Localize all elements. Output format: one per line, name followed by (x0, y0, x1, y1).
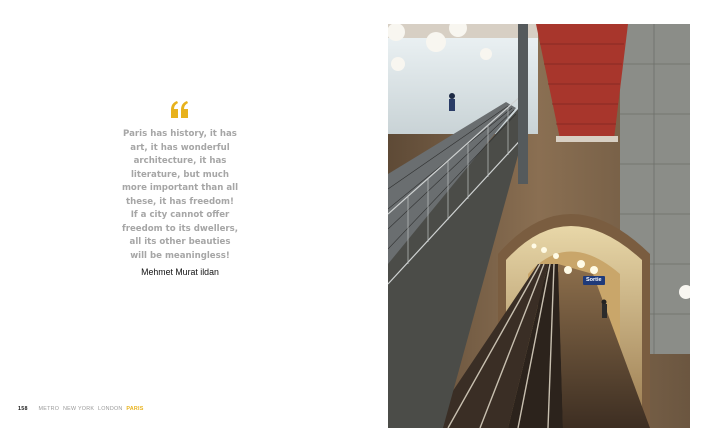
footer-nav-london[interactable]: LONDON (97, 406, 123, 412)
quote-author: Mehmet Murat ildan (141, 267, 219, 277)
quote-line: Paris has history, it has (123, 129, 237, 139)
metro-station-photo (388, 24, 690, 428)
sortie-sign: Sortie (583, 276, 605, 285)
footer-nav-paris[interactable]: PARIS (126, 406, 144, 412)
quote-line: literature, but much (130, 169, 230, 180)
quote-line: architecture, it has (133, 156, 227, 166)
page-number: 158 (18, 406, 28, 412)
footer-nav-metro[interactable]: METRO (38, 406, 60, 412)
page-footer (18, 406, 146, 416)
quote-line: will be meaningless! (130, 250, 230, 261)
quote-line: these, it has freedom! (126, 196, 234, 207)
quote-line: all its other beauties (129, 237, 231, 247)
quote-line: art, it has wonderful (130, 142, 230, 153)
quote-text (120, 128, 240, 263)
quote-line: more important than all (121, 183, 239, 193)
quote-mark-icon (168, 98, 192, 122)
footer-nav-new-york[interactable]: NEW YORK (62, 406, 95, 412)
quote-line: freedom to its dwellers, (121, 223, 239, 234)
quote-line: If a city cannot offer (130, 210, 230, 220)
